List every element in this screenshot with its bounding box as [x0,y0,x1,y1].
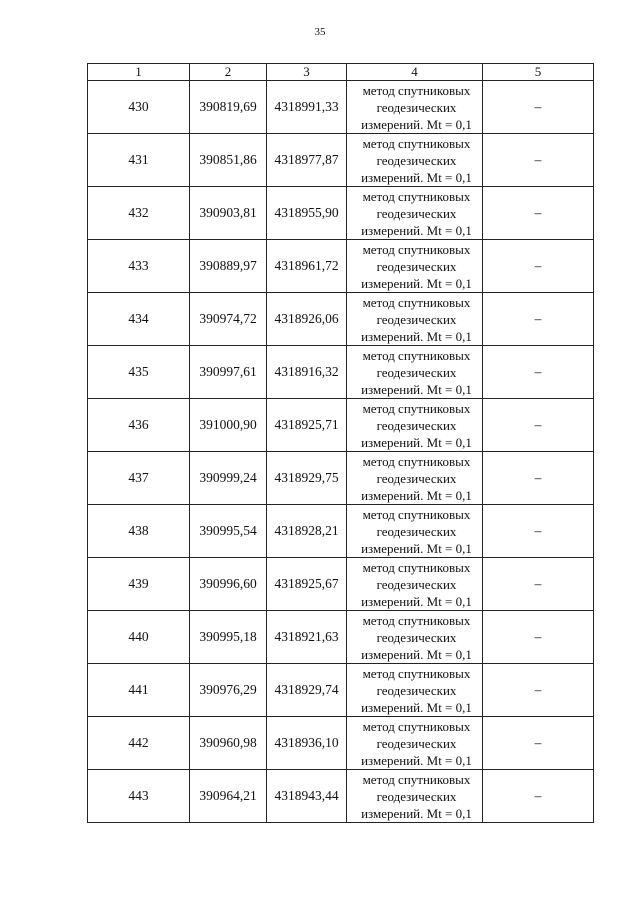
y-coordinate-cell: 4318961,72 [267,240,347,293]
point-number-cell: 432 [88,187,190,240]
method-line: геодезических [376,629,457,645]
x-coordinate-cell: 390976,29 [190,664,267,717]
method-cell [347,505,483,558]
point-number-cell: 439 [88,558,190,611]
y-coordinate-cell: 4318928,21 [267,505,347,558]
y-coordinate-cell: 4318955,90 [267,187,347,240]
method-cell [347,187,483,240]
method-line: измерений. Mt = 0,1 [361,699,472,715]
y-coordinate-cell: 4318943,44 [267,770,347,823]
y-coordinate-cell: 4318925,67 [267,558,347,611]
table-row [88,293,594,346]
column-header-1: 1 [88,64,190,81]
method-line: метод спутниковых [362,135,471,151]
method-line: геодезических [376,205,457,221]
x-coordinate-cell: 390995,18 [190,611,267,664]
method-cell [347,558,483,611]
note-cell: – [483,770,594,823]
table-row [88,505,594,558]
x-coordinate-cell: 390997,61 [190,346,267,399]
method-line: измерений. Mt = 0,1 [361,381,472,397]
x-coordinate-cell: 390995,54 [190,505,267,558]
method-line: геодезических [376,364,457,380]
point-number-cell: 442 [88,717,190,770]
note-cell: – [483,505,594,558]
method-line: метод спутниковых [362,559,471,575]
point-number-cell: 436 [88,399,190,452]
method-cell [347,717,483,770]
page-number: 35 [314,26,326,38]
table-row [88,717,594,770]
table-row [88,611,594,664]
method-cell [347,293,483,346]
method-line: метод спутниковых [362,241,471,257]
method-line: измерений. Mt = 0,1 [361,752,472,768]
note-cell: – [483,240,594,293]
table-row [88,346,594,399]
method-line: измерений. Mt = 0,1 [361,275,472,291]
method-line: геодезических [376,99,457,115]
method-line: геодезических [376,258,457,274]
method-line: метод спутниковых [362,718,471,734]
point-number-cell: 434 [88,293,190,346]
method-line: измерений. Mt = 0,1 [361,487,472,503]
method-line: метод спутниковых [362,506,471,522]
column-header-3: 3 [267,64,347,81]
method-line: измерений. Mt = 0,1 [361,116,472,132]
method-cell [347,81,483,134]
table-row [88,664,594,717]
y-coordinate-cell: 4318926,06 [267,293,347,346]
y-coordinate-cell: 4318929,74 [267,664,347,717]
y-coordinate-cell: 4318936,10 [267,717,347,770]
point-number-cell: 443 [88,770,190,823]
note-cell: – [483,293,594,346]
method-cell [347,664,483,717]
method-line: измерений. Mt = 0,1 [361,222,472,238]
note-cell: – [483,611,594,664]
table-row [88,81,594,134]
x-coordinate-cell: 390851,86 [190,134,267,187]
method-cell [347,452,483,505]
method-cell [347,134,483,187]
table-row [88,452,594,505]
point-number-cell: 437 [88,452,190,505]
note-cell: – [483,134,594,187]
point-number-cell: 430 [88,81,190,134]
table-row [88,558,594,611]
point-number-cell: 431 [88,134,190,187]
method-line: геодезических [376,417,457,433]
x-coordinate-cell: 391000,90 [190,399,267,452]
method-line: геодезических [376,735,457,751]
y-coordinate-cell: 4318925,71 [267,399,347,452]
note-cell: – [483,664,594,717]
point-number-cell: 440 [88,611,190,664]
method-line: измерений. Mt = 0,1 [361,540,472,556]
point-number-cell: 441 [88,664,190,717]
column-header-2: 2 [190,64,267,81]
method-line: геодезических [376,311,457,327]
method-cell [347,240,483,293]
x-coordinate-cell: 390889,97 [190,240,267,293]
method-line: измерений. Mt = 0,1 [361,805,472,821]
method-cell [347,770,483,823]
x-coordinate-cell: 390996,60 [190,558,267,611]
x-coordinate-cell: 390964,21 [190,770,267,823]
method-line: метод спутниковых [362,82,471,98]
method-line: метод спутниковых [362,665,471,681]
method-cell [347,611,483,664]
note-cell: – [483,558,594,611]
table-row [88,399,594,452]
method-line: измерений. Mt = 0,1 [361,328,472,344]
method-line: геодезических [376,523,457,539]
method-line: метод спутниковых [362,347,471,363]
y-coordinate-cell: 4318921,63 [267,611,347,664]
method-line: геодезических [376,682,457,698]
table-row [88,187,594,240]
point-number-cell: 438 [88,505,190,558]
y-coordinate-cell: 4318977,87 [267,134,347,187]
x-coordinate-cell: 390960,98 [190,717,267,770]
method-line: метод спутниковых [362,612,471,628]
table-body [88,81,594,823]
method-line: геодезических [376,788,457,804]
x-coordinate-cell: 390903,81 [190,187,267,240]
column-header-5: 5 [483,64,594,81]
method-line: измерений. Mt = 0,1 [361,434,472,450]
table-row [88,240,594,293]
y-coordinate-cell: 4318929,75 [267,452,347,505]
method-line: метод спутниковых [362,400,471,416]
note-cell: – [483,717,594,770]
x-coordinate-cell: 390999,24 [190,452,267,505]
method-line: измерений. Mt = 0,1 [361,169,472,185]
point-number-cell: 433 [88,240,190,293]
note-cell: – [483,399,594,452]
method-cell [347,399,483,452]
y-coordinate-cell: 4318991,33 [267,81,347,134]
x-coordinate-cell: 390819,69 [190,81,267,134]
method-line: измерений. Mt = 0,1 [361,646,472,662]
method-line: геодезических [376,152,457,168]
method-line: метод спутниковых [362,188,471,204]
method-line: измерений. Mt = 0,1 [361,593,472,609]
x-coordinate-cell: 390974,72 [190,293,267,346]
point-number-cell: 435 [88,346,190,399]
y-coordinate-cell: 4318916,32 [267,346,347,399]
table-row [88,770,594,823]
note-cell: – [483,187,594,240]
method-cell [347,346,483,399]
method-line: метод спутниковых [362,294,471,310]
table-row [88,134,594,187]
note-cell: – [483,81,594,134]
method-line: метод спутниковых [362,453,471,469]
method-line: геодезических [376,470,457,486]
note-cell: – [483,346,594,399]
note-cell: – [483,452,594,505]
method-line: геодезических [376,576,457,592]
column-header-4: 4 [347,64,483,81]
coordinates-table [87,63,594,823]
table-header-row [88,64,594,81]
method-line: метод спутниковых [362,771,471,787]
